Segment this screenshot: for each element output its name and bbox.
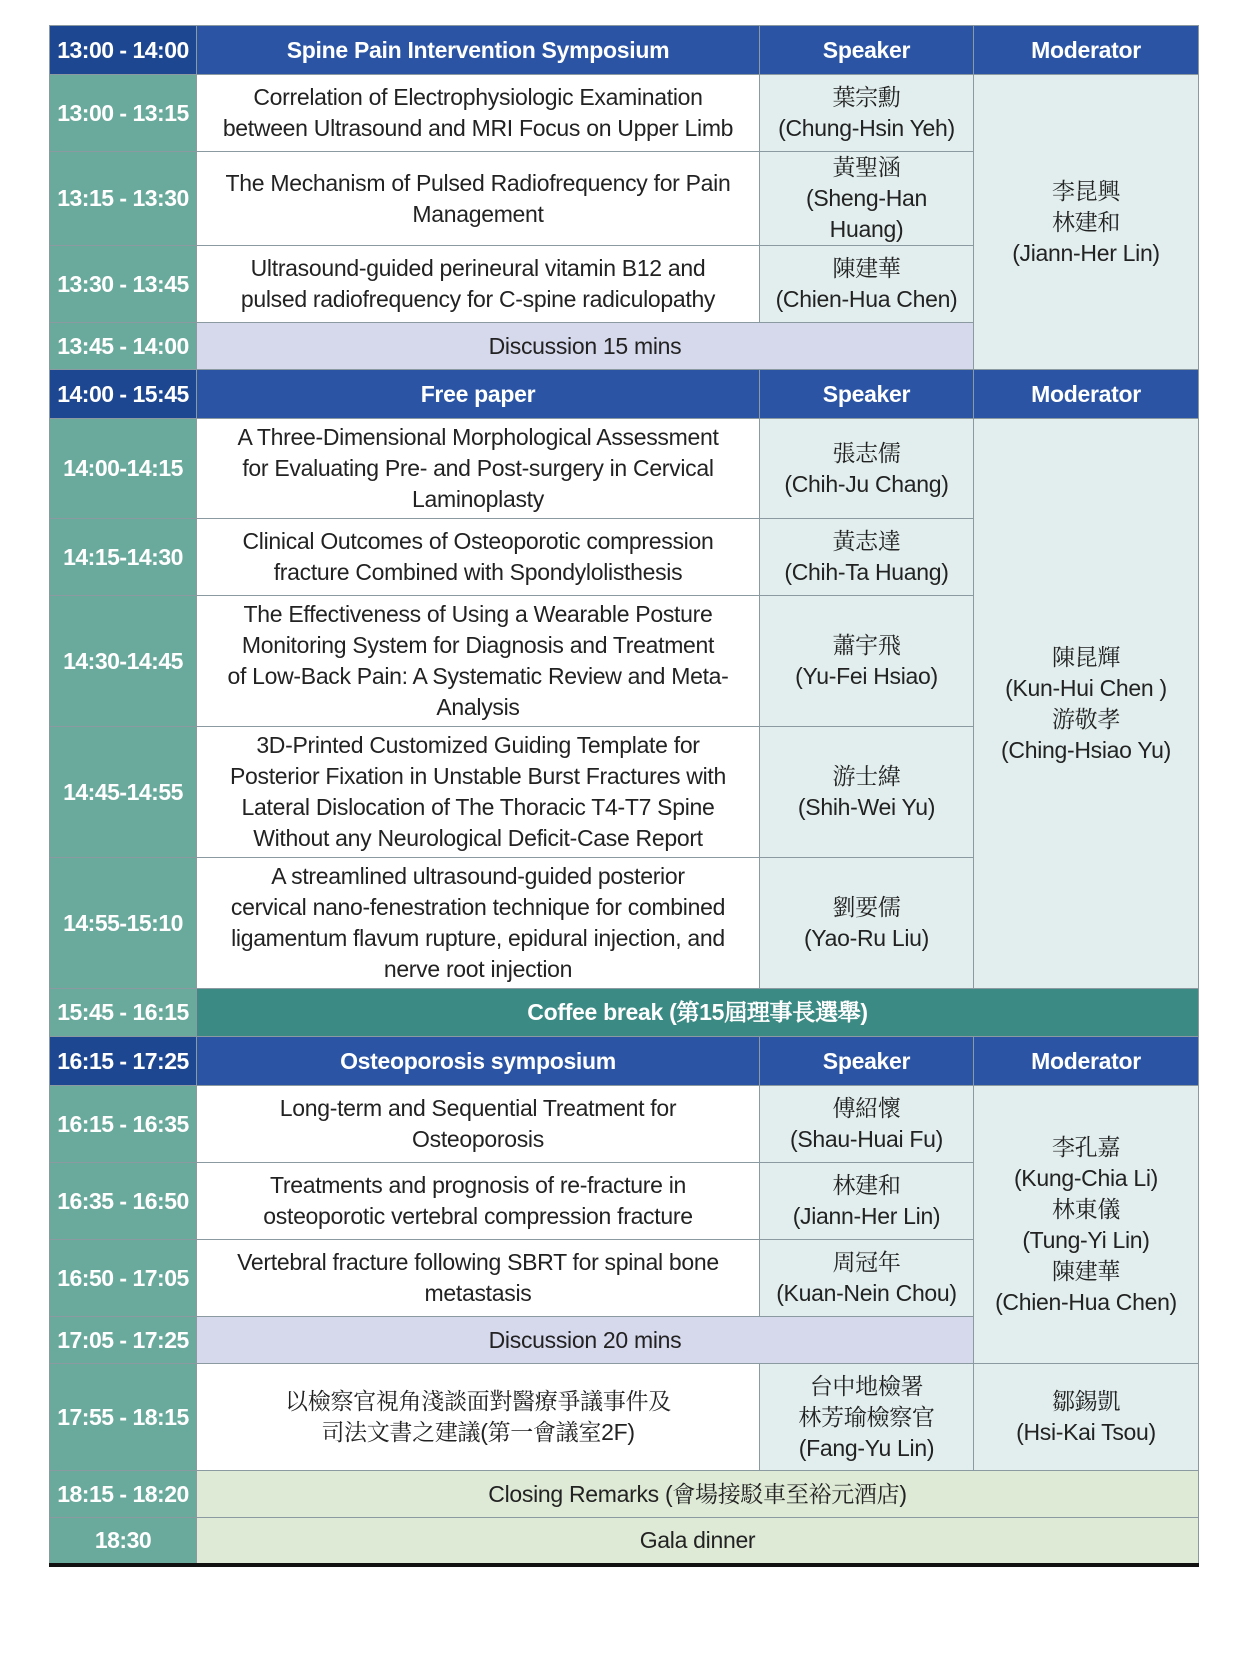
time-cell: 14:55-15:10 (50, 858, 197, 989)
closing-label: Closing Remarks (會場接駁車至裕元酒店) (197, 1471, 1199, 1518)
moderator-name: 陳建華 (1051, 1257, 1121, 1284)
speaker-name-en: (Yu-Fei Hsiao) (795, 663, 938, 689)
talk-title-line: 以檢察官視角淺談面對醫療爭議事件及 (285, 1388, 671, 1414)
talk-title-line: The Mechanism of Pulsed Radiofrequency for Pain (225, 169, 731, 196)
talk-title (197, 1240, 760, 1317)
time-cell: 13:30 - 13:45 (50, 246, 197, 323)
speaker-name-zh: 台中地檢署 (809, 1372, 924, 1399)
speaker-name-en: (Chung-Hsin Yeh) (778, 115, 955, 141)
talk-title (197, 1364, 760, 1471)
speaker-cell (760, 1163, 974, 1240)
discussion-label: Discussion 15 mins (197, 323, 974, 370)
talk-title-line: Lateral Dislocation of The Thoracic T4-T7 Spine (241, 794, 715, 820)
talk-title-line: Osteoporosis (412, 1126, 544, 1152)
moderator-name: 陳昆輝 (1051, 643, 1121, 670)
moderator-cell (974, 1086, 1199, 1364)
moderator-name: 李孔嘉 (1051, 1133, 1121, 1160)
talk-title-line: 3D-Printed Customized Guiding Template for (256, 732, 700, 758)
speaker-name-zh: 黃志達 (832, 528, 901, 554)
speaker-name-en: (Shih-Wei Yu) (797, 794, 936, 820)
speaker-name-en: (Chih-Ju Chang) (784, 470, 949, 497)
table-row (50, 1086, 1199, 1163)
talk-title-line: for Evaluating Pre- and Post-surgery in Cervical (242, 455, 714, 481)
schedule-table (49, 25, 1199, 1567)
coffee-break-row (50, 989, 1199, 1037)
closing-row (50, 1471, 1199, 1518)
speaker-name-zh: 周冠年 (832, 1249, 901, 1275)
talk-title-line: nerve root injection (383, 956, 573, 982)
talk-title-line: The Effectiveness of Using a Wearable Posture (243, 601, 713, 627)
speaker-name-zh: 林芳瑜檢察官 (798, 1403, 935, 1430)
session-header-free-paper (50, 370, 1199, 419)
speaker-cell (760, 1240, 974, 1317)
talk-title-line: Ultrasound-guided perineural vitamin B12 and (250, 255, 706, 281)
time-cell: 14:00-14:15 (50, 419, 197, 519)
moderator-header: Moderator (974, 26, 1199, 75)
moderator-header: Moderator (974, 370, 1199, 419)
talk-title (197, 152, 760, 246)
time-cell: 13:15 - 13:30 (50, 152, 197, 246)
speaker-cell (760, 152, 974, 246)
talk-title-line: ligamentum flavum rupture, epidural injection, and (231, 925, 725, 951)
time-cell: 13:00 - 14:00 (50, 26, 197, 75)
talk-title-line: Laminoplasty (412, 486, 544, 512)
time-cell: 16:15 - 16:35 (50, 1086, 197, 1163)
speaker-cell (760, 1086, 974, 1163)
speaker-header: Speaker (760, 1037, 974, 1086)
time-cell: 14:15-14:30 (50, 519, 197, 596)
time-cell: 17:55 - 18:15 (50, 1364, 197, 1471)
moderator-name: (Ching-Hsiao Yu) (1001, 736, 1171, 763)
talk-title (197, 519, 760, 596)
talk-title-line: Monitoring System for Diagnosis and Treatment (241, 632, 715, 658)
speaker-name-zh: 林建和 (832, 1172, 901, 1198)
moderator-name: 林東儀 (1051, 1195, 1121, 1222)
time-cell: 13:45 - 14:00 (50, 323, 197, 370)
talk-title-line: A Three-Dimensional Morphological Assessment (237, 424, 719, 450)
speaker-cell (760, 246, 974, 323)
speaker-header: Speaker (760, 370, 974, 419)
time-cell: 18:15 - 18:20 (50, 1471, 197, 1518)
time-cell: 15:45 - 16:15 (50, 989, 197, 1037)
speaker-cell (760, 1364, 974, 1471)
speaker-name-zh: 葉宗勳 (832, 84, 901, 110)
time-cell: 14:30-14:45 (50, 596, 197, 727)
speaker-name-en: (Shau-Huai Fu) (789, 1126, 944, 1152)
table-row (50, 419, 1199, 519)
discussion-label: Discussion 20 mins (197, 1317, 974, 1364)
talk-title-line: Posterior Fixation in Unstable Burst Fractures with (229, 763, 726, 789)
table-row (50, 1364, 1199, 1471)
time-cell: 18:30 (50, 1518, 197, 1565)
talk-title (197, 1086, 760, 1163)
time-cell: 17:05 - 17:25 (50, 1317, 197, 1364)
talk-title (197, 596, 760, 727)
talk-title (197, 858, 760, 989)
coffee-break-label: Coffee break (第15屆理事長選舉) (197, 989, 1199, 1037)
session-header-spine (50, 26, 1199, 75)
talk-title-line: of Low-Back Pain: A Systematic Review and Meta- (227, 663, 729, 689)
talk-title-line: 司法文書之建議(第一會議室2F) (321, 1419, 635, 1445)
moderator-name: 游敬孝 (1051, 705, 1121, 732)
speaker-cell (760, 858, 974, 989)
moderator-cell (974, 75, 1199, 370)
talk-title-line: Correlation of Electrophysiologic Examination (253, 84, 703, 110)
session-title: Osteoporosis symposium (197, 1037, 760, 1086)
session-title: Free paper (197, 370, 760, 419)
speaker-name-en: (Chien-Hua Chen) (775, 286, 958, 312)
moderator-cell (974, 1364, 1199, 1471)
talk-title-line: between Ultrasound and MRI Focus on Upper Limb (222, 115, 734, 141)
talk-title-line: Clinical Outcomes of Osteoporotic compression (242, 528, 714, 554)
talk-title-line: osteoporotic vertebral compression fracture (263, 1203, 693, 1229)
moderator-name: 林建和 (1051, 208, 1121, 235)
moderator-name: 鄒錫凱 (1051, 1388, 1121, 1414)
session-title: Spine Pain Intervention Symposium (197, 26, 760, 75)
session-header-osteoporosis (50, 1037, 1199, 1086)
talk-title (197, 246, 760, 323)
talk-title-line: cervical nano-fenestration technique for combined (230, 894, 726, 920)
talk-title-line: Vertebral fracture following SBRT for spinal bone (237, 1249, 719, 1275)
moderator-name: (Jiann-Her Lin) (1012, 239, 1160, 266)
speaker-name-en: (Fang-Yu Lin) (798, 1434, 935, 1461)
table-row (50, 75, 1199, 152)
speaker-name-zh: 蕭宇飛 (832, 632, 901, 658)
time-cell: 16:15 - 17:25 (50, 1037, 197, 1086)
talk-title-line: Analysis (436, 694, 520, 720)
speaker-cell (760, 727, 974, 858)
gala-label: Gala dinner (197, 1518, 1199, 1565)
talk-title-line: A streamlined ultrasound-guided posterior (271, 863, 685, 889)
time-cell: 16:50 - 17:05 (50, 1240, 197, 1317)
time-cell: 13:00 - 13:15 (50, 75, 197, 152)
talk-title-line: Long-term and Sequential Treatment for (279, 1095, 677, 1121)
moderator-header: Moderator (974, 1037, 1199, 1086)
moderator-name: (Chien-Hua Chen) (995, 1288, 1177, 1315)
moderator-name: (Kung-Chia Li) (1013, 1164, 1159, 1191)
speaker-name-zh: 黃聖涵 (832, 154, 901, 180)
talk-title (197, 727, 760, 858)
time-cell: 16:35 - 16:50 (50, 1163, 197, 1240)
time-cell: 14:45-14:55 (50, 727, 197, 858)
talk-title-line: Without any Neurological Deficit-Case Report (253, 825, 703, 851)
speaker-name-en: (Sheng-Han Huang) (805, 185, 928, 242)
moderator-name: (Tung-Yi Lin) (1022, 1226, 1150, 1253)
talk-title-line: Treatments and prognosis of re-fracture in (269, 1172, 687, 1198)
time-cell: 14:00 - 15:45 (50, 370, 197, 419)
speaker-name-en: (Yao-Ru Liu) (803, 925, 930, 951)
speaker-name-en: (Chih-Ta Huang) (784, 559, 949, 585)
gala-row (50, 1518, 1199, 1565)
talk-title-line: pulsed radiofrequency for C-spine radiculopathy (240, 286, 716, 312)
speaker-cell (760, 75, 974, 152)
speaker-name-zh: 陳建華 (832, 255, 901, 281)
talk-title (197, 1163, 760, 1240)
speaker-name-zh: 游士緯 (832, 763, 901, 789)
moderator-name: (Hsi-Kai Tsou) (1016, 1419, 1156, 1445)
speaker-cell (760, 419, 974, 519)
talk-title-line: metastasis (424, 1280, 532, 1306)
speaker-name-zh: 傅紹懷 (832, 1095, 901, 1121)
speaker-name-en: (Kuan-Nein Chou) (776, 1280, 957, 1306)
speaker-cell (760, 519, 974, 596)
speaker-cell (760, 596, 974, 727)
speaker-name-zh: 張志儒 (832, 439, 901, 466)
speaker-header: Speaker (760, 26, 974, 75)
talk-title (197, 75, 760, 152)
moderator-name: 李昆興 (1051, 177, 1121, 204)
moderator-name: (Kun-Hui Chen ) (1005, 674, 1167, 701)
talk-title (197, 419, 760, 519)
talk-title-line: fracture Combined with Spondylolisthesis (273, 559, 683, 585)
speaker-name-en: (Jiann-Her Lin) (792, 1203, 941, 1229)
speaker-name-zh: 劉要儒 (832, 894, 901, 920)
talk-title-line: Management (412, 200, 544, 227)
moderator-cell (974, 419, 1199, 989)
